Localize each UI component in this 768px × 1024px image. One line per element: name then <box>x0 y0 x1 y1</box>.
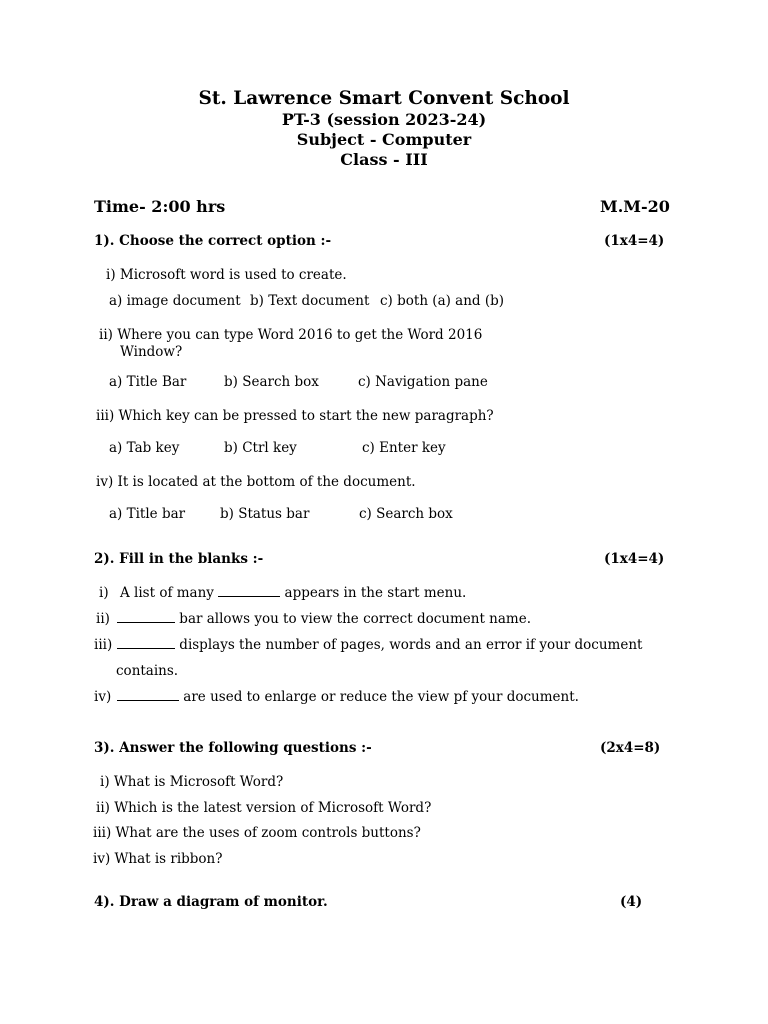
q3-title: 3). Answer the following questions :- <box>94 740 372 756</box>
q1-item-4-option-c: c) Search box <box>359 506 453 522</box>
q1-item-3-option-c: c) Enter key <box>362 440 446 456</box>
q4-marks: (4) <box>620 894 643 910</box>
q1-item-1-option-c: c) both (a) and (b) <box>380 293 505 309</box>
blank-line <box>117 689 179 701</box>
q1-item-3-option-a: a) Tab key <box>109 440 180 456</box>
blank-line <box>117 637 175 649</box>
q1-item-2-option-a: a) Title Bar <box>109 374 187 390</box>
q2-item-2-num: ii) <box>96 611 110 627</box>
q1-title: 1). Choose the correct option :- <box>94 233 332 249</box>
blank-line <box>117 611 175 623</box>
q2-item-4 <box>117 689 579 705</box>
q1-item-2-question: ii) Where you can type Word 2016 to get the Word 2016 <box>99 327 483 343</box>
subject-line: Subject - Computer <box>296 130 472 149</box>
q2-item-3-cont: contains. <box>116 663 179 679</box>
q3-item-4: iv) What is ribbon? <box>93 851 223 867</box>
q1-item-2-option-c: c) Navigation pane <box>358 374 488 390</box>
class-line: Class - III <box>340 150 428 169</box>
q1-item-3-option-b: b) Ctrl key <box>224 440 297 456</box>
school-name: St. Lawrence Smart Convent School <box>198 88 570 109</box>
q1-item-4-option-a: a) Title bar <box>109 506 186 522</box>
q2-item-1-pre: A list of many <box>120 585 214 601</box>
q2-item-2 <box>117 611 531 627</box>
q3-item-2: ii) Which is the latest version of Microsoft Word? <box>96 800 432 816</box>
q2-title: 2). Fill in the blanks :- <box>94 551 264 567</box>
max-marks: M.M-20 <box>600 197 670 216</box>
q2-item-3-num: iii) <box>94 637 113 653</box>
q2-item-3 <box>117 637 642 653</box>
q2-item-4-num: iv) <box>94 689 112 705</box>
time-label: Time- 2:00 hrs <box>94 197 226 216</box>
q2-marks: (1x4=4) <box>604 551 665 567</box>
q2-item-3-post: displays the number of pages, words and an error if your document <box>179 637 643 653</box>
q1-item-1-option-a: a) image document <box>109 293 241 309</box>
q2-item-1 <box>120 585 466 601</box>
q3-marks: (2x4=8) <box>600 740 661 756</box>
q1-item-3-question: iii) Which key can be pressed to start the new paragraph? <box>96 408 494 424</box>
q4-title: 4). Draw a diagram of monitor. <box>94 894 328 910</box>
q1-item-1-option-b: b) Text document <box>250 293 370 309</box>
q1-item-4-question: iv) It is located at the bottom of the document. <box>96 474 416 490</box>
q1-item-4-option-b: b) Status bar <box>220 506 310 522</box>
q2-item-2-post: bar allows you to view the correct document name. <box>179 611 531 627</box>
blank-line <box>218 585 280 597</box>
q3-item-3: iii) What are the uses of zoom controls buttons? <box>93 825 421 841</box>
q1-marks: (1x4=4) <box>604 233 665 249</box>
q1-item-2-option-b: b) Search box <box>224 374 319 390</box>
q1-item-1-question: i) Microsoft word is used to create. <box>106 267 347 283</box>
q2-item-4-post: are used to enlarge or reduce the view pf your document. <box>183 689 579 705</box>
exam-title: PT-3 (session 2023-24) <box>281 110 487 129</box>
q1-item-2-question-cont: Window? <box>120 344 183 360</box>
q3-item-1: i) What is Microsoft Word? <box>100 774 284 790</box>
q2-item-1-post: appears in the start menu. <box>284 585 467 601</box>
q2-item-1-num: i) <box>99 585 109 601</box>
